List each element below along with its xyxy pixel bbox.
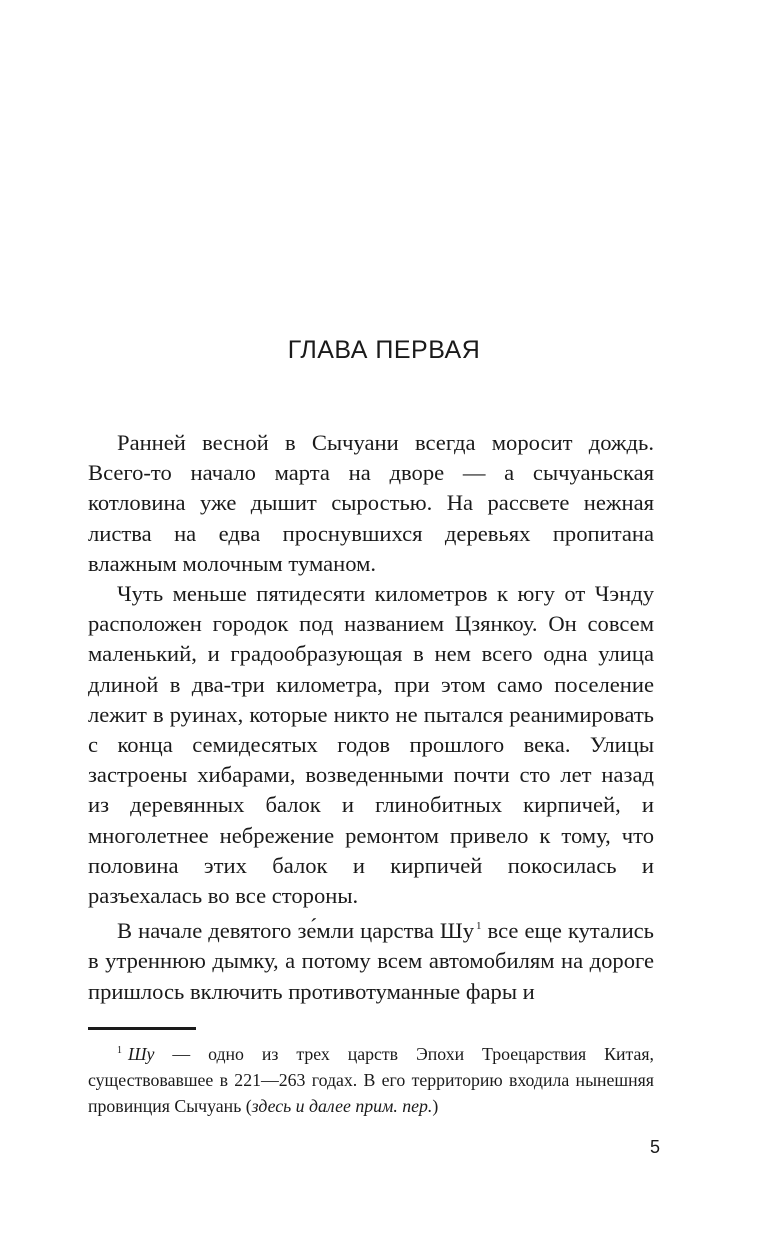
paragraph-text: В начале девятого зе́мли царства Шу	[117, 918, 474, 944]
footnote-text: — одно из трех царств Эпохи Троецарствия Китая, существовавшее в 221—263 годах. В его территорию входила нынешняя провинция Сычуань (	[88, 1044, 654, 1116]
footnote	[88, 1038, 654, 1119]
chapter-title: ГЛАВА ПЕРВАЯ	[287, 336, 481, 364]
page-number: 5	[649, 1137, 660, 1157]
footnote-closing: )	[432, 1096, 439, 1116]
body-text	[88, 428, 654, 1007]
paragraph-text: все еще кутались в утреннюю дымку, а потому всем автомобилям на дороге пришлось включить противотуманные фары и	[88, 918, 654, 1004]
footnote-reference[interactable]: 1	[476, 920, 482, 933]
paragraph: Ранней весной в Сычуани всегда моросит дождь. Всего-то начало марта на дворе — а сычуаньская котловина уже дышит сыростью. На рассвете нежная листва на едва проснувшихся деревьях пропитана влажным молочным туманом.	[88, 430, 654, 576]
footnote-note: здесь и далее прим. пер.	[251, 1096, 433, 1116]
footnote-divider	[88, 1027, 196, 1030]
footnote-term: Шу	[128, 1044, 155, 1064]
paragraph: Чуть меньше пятидесяти километров к югу от Чэнду расположен городок под названием Цзянкоу. Он совсем маленький, и градообразующая в нем всего одна улица длиной в два-три километра, при этом само поселение лежит в руинах, которые никто не пытался реанимировать с конца семидесятых годов прошлого века. Улицы застроены хибарами, возведенными почти сто лет назад из деревянных балок и глинобитных кирпичей, и многолетнее небрежение ремонтом привело к тому, что половина этих балок и кирпичей покосилась и разъехалась во все стороны.	[88, 581, 654, 909]
footnote-mark: 1	[117, 1045, 122, 1056]
paragraph	[88, 911, 654, 1007]
